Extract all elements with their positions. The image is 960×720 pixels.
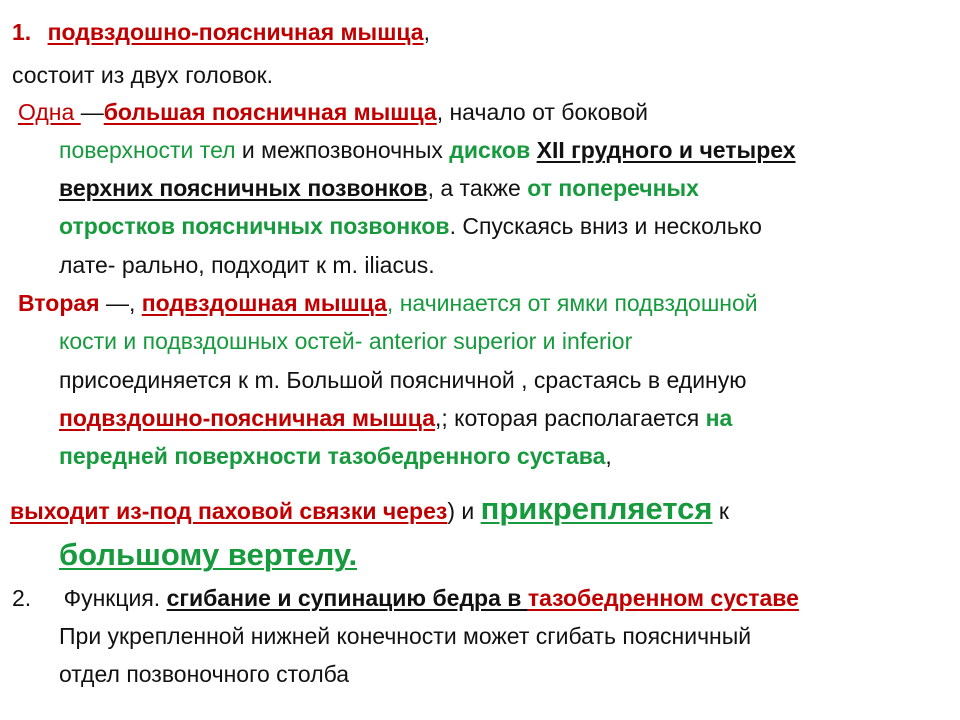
text-surface: поверхности тел [59,137,236,163]
line-greater-trochanter: большому вертелу. [59,537,358,572]
text-on: на [705,405,733,431]
text-begins-fossa: , начинается от ямки подвздошной [386,290,758,316]
text-intervertebral: и межпозвоночных [235,137,450,163]
text-attaches: прикрепляется [480,491,713,526]
list-number-2: 2. [12,585,32,611]
text-exits-inguinal: выходит из-под паховой связки через [10,498,448,524]
text-located: ,; которая располагается [435,405,706,431]
line-12 [59,441,612,471]
text-from-transverse: от поперечных [527,175,699,201]
line-11 [59,403,732,433]
line-7: лате- рально, подходит к m. iliacus. [59,252,435,278]
line-second-head [18,288,758,318]
line-10: присоединяется к m. Большой поясничной , срастаясь в единую [59,367,747,393]
dash-second: —, [99,290,142,316]
text-flexion-supination: сгибание и супинацию бедра в [166,585,528,611]
term-iliopsoas-united: подвздошно-поясничная мышца [59,405,435,431]
muscle-term-iliopsoas: подвздошно-поясничная мышца [47,19,424,45]
line-function [12,583,799,613]
line-6 [59,211,762,241]
line-5 [59,173,699,203]
label-one: Одна [18,99,81,125]
dash: — [80,99,104,125]
term-iliacus: подвздошная мышца [141,290,387,316]
text-processes: отростков поясничных позвонков [59,213,450,239]
line-two-heads: состоит из двух головок. [12,62,274,88]
label-second: Вторая [18,290,100,316]
text-descending: . Спускаясь вниз и несколько [449,213,762,239]
line-4 [59,135,796,165]
line-first-head [18,97,648,127]
text-origin: , начало от боковой [436,99,648,125]
text-to: к [712,498,729,524]
line-9: кости и подвздошных остей- anterior superior и inferior [59,328,633,354]
text-anterior-hip: передней поверхности тазобедренного сустава [59,443,606,469]
text-xii-thoracic: XII грудного и четырех [536,137,796,163]
comma: , [423,19,430,45]
label-function: Функция. [63,585,167,611]
list-number-1: 1. [12,19,32,45]
heading-line-1 [12,17,430,47]
comma-12: , [605,443,612,469]
text-discs: дисков [449,137,537,163]
line-13 [10,490,729,530]
line-17: отдел позвоночного столба [59,661,350,687]
term-psoas-major: большая поясничная мышца [103,99,437,125]
line-16: При укрепленной нижней конечности может сгибать поясничный [59,623,752,649]
text-also: , а также [427,175,528,201]
text-hip-joint: тазобедренном суставе [527,585,799,611]
text-and: ) и [447,498,481,524]
text-upper-lumbar: верхних поясничных позвонков [59,175,428,201]
